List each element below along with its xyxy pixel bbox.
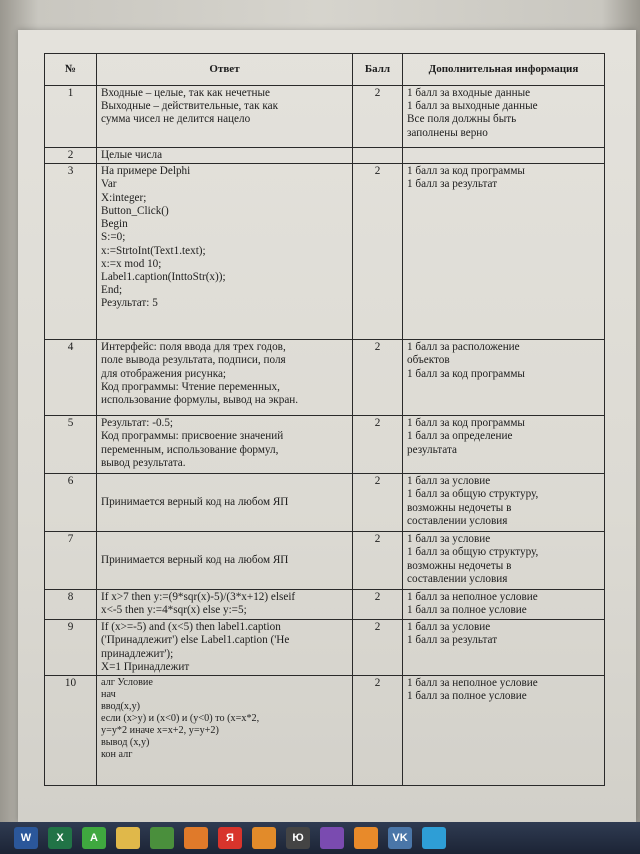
- answer-line: S:=0;: [101, 231, 126, 244]
- app-purple-icon[interactable]: [320, 827, 344, 849]
- table-row: [45, 86, 605, 148]
- cell-num: 9: [45, 620, 97, 676]
- info-line: 1 балл за код программы: [407, 367, 525, 380]
- answer-table: [44, 53, 605, 786]
- document-page: [18, 30, 636, 822]
- cell-info: [403, 474, 605, 532]
- cell-answer: [97, 590, 353, 620]
- cell-score: 2: [353, 474, 403, 532]
- info-line: 1 балл за код программы: [407, 417, 525, 430]
- cell-answer: [97, 164, 353, 340]
- answer-line: Button_Click(): [101, 204, 169, 217]
- header-info: Дополнительная информация: [403, 54, 605, 86]
- info-line: составлении условия: [407, 514, 508, 527]
- table-row: [45, 148, 605, 164]
- table-row: [45, 164, 605, 340]
- answer-line: нач: [101, 689, 116, 701]
- info-line: возможны недочеты в: [407, 559, 512, 572]
- app-tg-icon[interactable]: [422, 827, 446, 849]
- info-line: 1 балл за общую структуру,: [407, 488, 539, 501]
- cell-answer: [97, 340, 353, 416]
- cell-info: [403, 164, 605, 340]
- answer-line: алг Условие: [101, 677, 153, 689]
- answer-line: принадлежит');: [101, 647, 174, 660]
- table-row: [45, 340, 605, 416]
- answer-line: Входные – целые, так как нечетные: [101, 87, 271, 99]
- info-line: 1 балл за расположение: [407, 341, 520, 354]
- answer-line: Интерфейс: поля ввода для трех годов,: [101, 341, 286, 354]
- cell-num: 2: [45, 148, 97, 164]
- answer-line: Выходные – действительные, так как: [101, 100, 279, 113]
- cell-score: 2: [353, 620, 403, 676]
- table-row: [45, 620, 605, 676]
- info-line: 1 балл за неполное условие: [407, 591, 538, 604]
- cell-num: 5: [45, 416, 97, 474]
- cell-score: 2: [353, 340, 403, 416]
- firefox-icon[interactable]: [184, 827, 208, 849]
- answer-line: X=1 Принадлежит: [101, 660, 190, 673]
- answer-line: X:integer;: [101, 191, 147, 204]
- answer-line: переменным, использование формул,: [101, 443, 279, 456]
- info-line: 1 балл за условие: [407, 533, 491, 546]
- header-score: Балл: [353, 54, 403, 86]
- cell-score: 2: [353, 676, 403, 786]
- info-line: 1 балл за определение: [407, 430, 513, 443]
- answer-line: Целые числа: [101, 149, 163, 161]
- cell-answer: [97, 148, 353, 164]
- app-ok-icon[interactable]: [354, 827, 378, 849]
- answer-line: вывод (x,y): [101, 737, 150, 749]
- answer-line: Var: [101, 178, 117, 191]
- cell-info: [403, 620, 605, 676]
- answer-line: If x>7 then y:=(9*sqr(x)-5)/(3*x+12) elseif: [101, 591, 296, 604]
- info-line: 1 балл за неполное условие: [407, 677, 538, 690]
- table-row: [45, 474, 605, 532]
- cell-num: 1: [45, 86, 97, 148]
- table-row: [45, 676, 605, 786]
- answer-line: Label1.caption(InttoStr(x));: [101, 270, 226, 283]
- vk-icon[interactable]: VK: [388, 827, 412, 849]
- answer-line: If (x>=-5) and (x<5) then label1.caption: [101, 621, 281, 634]
- info-line: 1 балл за полное условие: [407, 690, 527, 703]
- cell-answer: [97, 474, 353, 532]
- info-line: 1 балл за полное условие: [407, 604, 527, 617]
- cell-answer: [97, 620, 353, 676]
- table-row: [45, 532, 605, 590]
- table-header-row: [45, 54, 605, 86]
- info-line: составлении условия: [407, 572, 508, 585]
- explorer-icon[interactable]: [116, 827, 140, 849]
- info-line: 1 балл за код программы: [407, 165, 525, 178]
- info-line: 1 балл за результат: [407, 178, 498, 191]
- info-line: возможны недочеты в: [407, 501, 512, 514]
- answer-line: Принимается верный код на любом ЯП: [101, 554, 289, 567]
- info-line: 1 балл за условие: [407, 621, 491, 634]
- answer-line: На примере Delphi: [101, 165, 191, 178]
- info-line: 1 балл за общую структуру,: [407, 546, 539, 559]
- cell-num: 6: [45, 474, 97, 532]
- cell-answer: [97, 86, 353, 148]
- info-line: Все поля должны быть: [407, 113, 517, 126]
- app-yu-icon[interactable]: Ю: [286, 827, 310, 849]
- answer-line: вывод результата.: [101, 456, 186, 469]
- cell-answer: [97, 532, 353, 590]
- answer-line: для отображения рисунка;: [101, 367, 227, 380]
- answer-line: y=y*2 иначе x=x+2, y=y+2): [101, 725, 219, 737]
- cell-info: [403, 86, 605, 148]
- header-answer: Ответ: [97, 54, 353, 86]
- cell-score: 2: [353, 590, 403, 620]
- answer-line: кон алг: [101, 749, 133, 761]
- answer-line: сумма чисел не делится нацело: [101, 113, 251, 126]
- header-num: №: [45, 54, 97, 86]
- answer-line: поле вывода результата, подписи, поля: [101, 354, 286, 367]
- answer-line: Код программы: Чтение переменных,: [101, 380, 280, 393]
- cell-info: [403, 532, 605, 590]
- answer-line: Код программы: присвоение значений: [101, 430, 284, 443]
- answer-line: ('Принадлежит') else Label1.caption ('Не: [101, 634, 290, 647]
- table-row: [45, 590, 605, 620]
- answer-line: Результат: 5: [101, 297, 158, 310]
- info-line: результата: [407, 443, 457, 456]
- info-line: заполнены верно: [407, 126, 488, 139]
- media-icon[interactable]: [252, 827, 276, 849]
- cell-num: 7: [45, 532, 97, 590]
- excel-icon[interactable]: X: [48, 827, 72, 849]
- cell-num: 10: [45, 676, 97, 786]
- answer-line: Принимается верный код на любом ЯП: [101, 496, 289, 509]
- answer-line: Результат: -0.5;: [101, 417, 174, 430]
- cell-score: [353, 148, 403, 164]
- info-line: объектов: [407, 354, 450, 367]
- chrome-icon[interactable]: [150, 827, 174, 849]
- cell-score: 2: [353, 532, 403, 590]
- taskbar: [0, 822, 640, 854]
- cell-info: [403, 676, 605, 786]
- cell-info: [403, 340, 605, 416]
- cell-score: 2: [353, 164, 403, 340]
- cell-info: [403, 416, 605, 474]
- cell-score: 2: [353, 416, 403, 474]
- answer-line: End;: [101, 284, 123, 297]
- word-icon[interactable]: W: [14, 827, 38, 849]
- answer-line: Begin: [101, 218, 128, 231]
- answer-line: ввод(x,y): [101, 701, 141, 713]
- answer-line: x:=StrtoInt(Text1.text);: [101, 244, 206, 257]
- cell-info: [403, 148, 605, 164]
- answer-line: использование формулы, вывод на экран.: [101, 394, 299, 407]
- cell-info: [403, 590, 605, 620]
- answer-line: если (x>y) и (x<0) и (y<0) то (x=x*2,: [101, 713, 260, 725]
- info-line: 1 балл за условие: [407, 475, 491, 488]
- answer-line: x<-5 then y:=4*sqr(x) else y:=5;: [101, 604, 247, 617]
- cell-num: 4: [45, 340, 97, 416]
- info-line: 1 балл за результат: [407, 634, 498, 647]
- cell-score: 2: [353, 86, 403, 148]
- answer-line: x:=x mod 10;: [101, 257, 162, 270]
- cell-num: 8: [45, 590, 97, 620]
- info-line: 1 балл за выходные данные: [407, 100, 538, 113]
- yandex-icon[interactable]: Я: [218, 827, 242, 849]
- cell-num: 3: [45, 164, 97, 340]
- cell-answer: [97, 416, 353, 474]
- cell-answer: [97, 676, 353, 786]
- app-a-icon[interactable]: A: [82, 827, 106, 849]
- info-line: 1 балл за входные данные: [407, 87, 531, 99]
- table-row: [45, 416, 605, 474]
